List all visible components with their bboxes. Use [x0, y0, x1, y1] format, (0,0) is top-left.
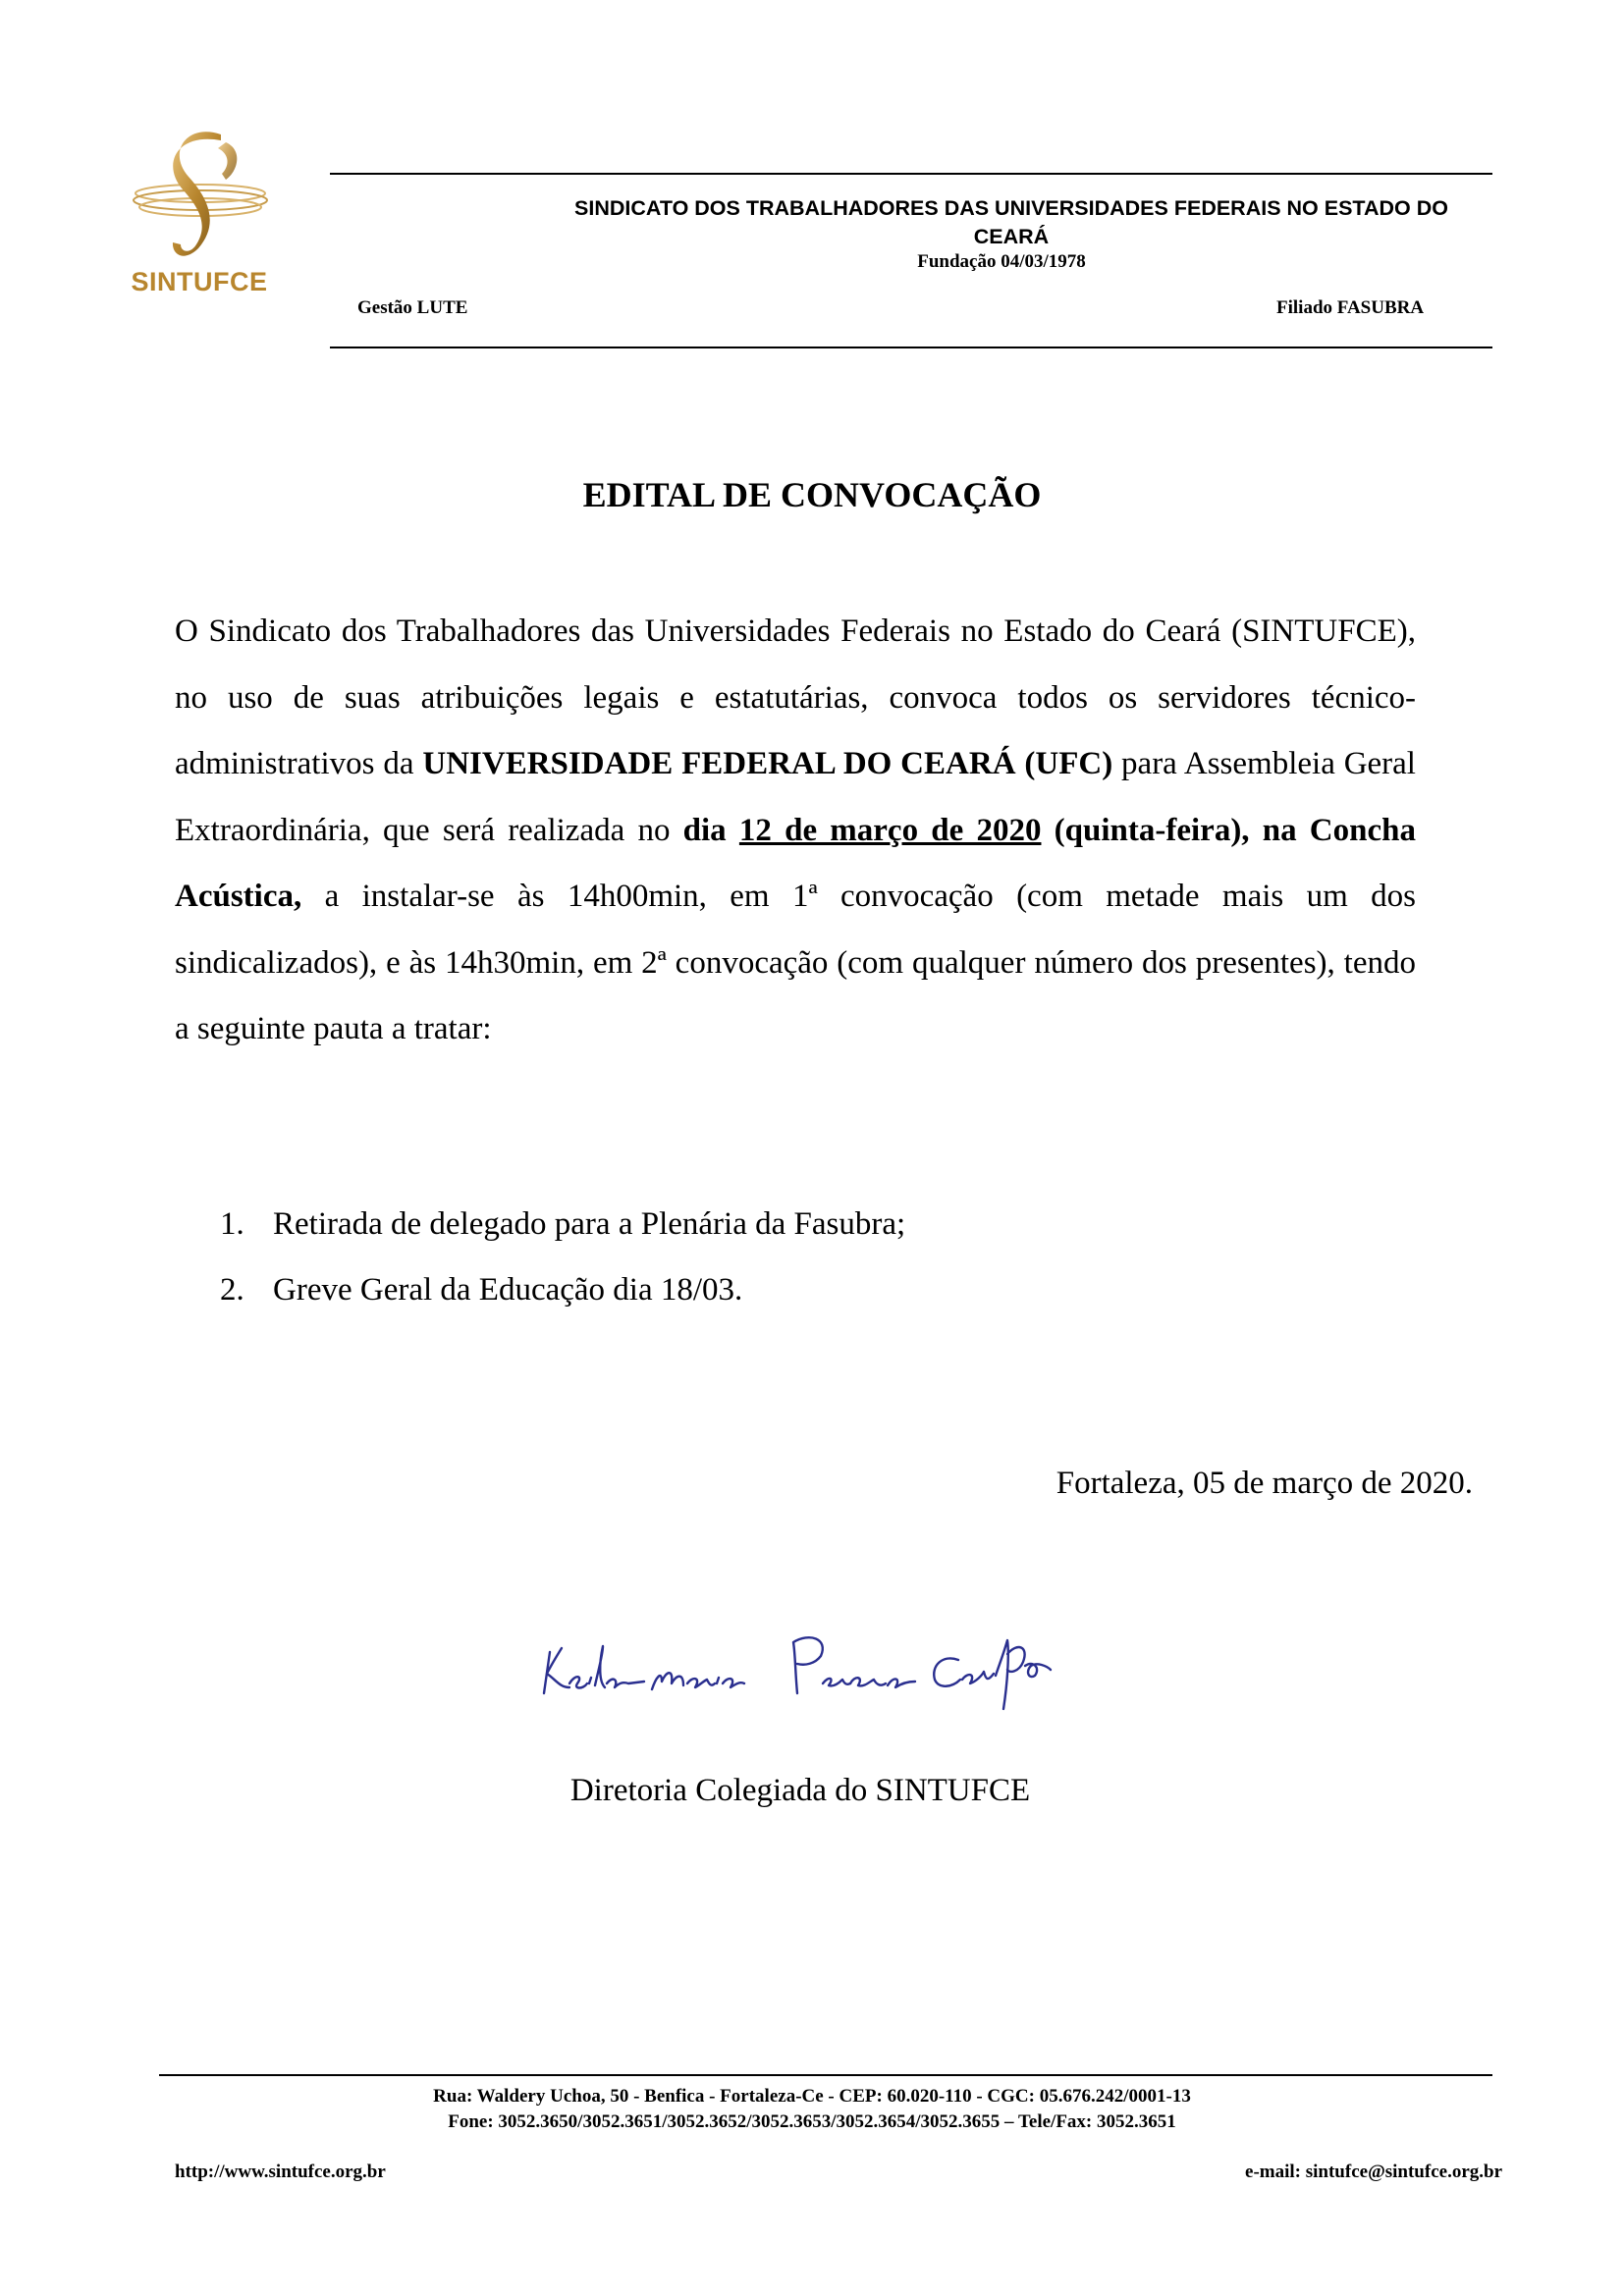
paragraph-text: para Assembleia Geral Extraordinária, que será realizada no — [175, 746, 1416, 848]
list-item-number: 1. — [220, 1206, 244, 1242]
organization-name — [530, 194, 1492, 251]
date-prefix: dia — [682, 812, 739, 848]
header-bottom-rule — [330, 347, 1492, 348]
meeting-date: 12 de março de 2020 — [738, 812, 1042, 848]
meeting-place: (quinta-feira), na Concha Acústica, — [175, 812, 1416, 914]
list-item-text: Greve Geral da Educação dia 18/03. — [273, 1272, 743, 1308]
agenda-list — [220, 1192, 905, 1323]
footer-address — [0, 2084, 1624, 2135]
paragraph-text: O Sindicato dos Trabalhadores das Universidades Federais no Estado do Ceará (SINTUFCE), no uso de suas atribuições legais e estatutárias, convoca todos os servidores técnico-administrativos da — [175, 614, 1416, 781]
management-label: Gestão LUTE — [357, 297, 468, 318]
organization-name-line1: SINDICATO DOS TRABALHADORES DAS UNIVERSIDADES FEDERAIS NO ESTADO DO — [574, 196, 1448, 220]
list-item-text: Retirada de delegado para a Plenária da Fasubra; — [273, 1206, 906, 1242]
list-item-number: 2. — [220, 1272, 244, 1308]
website-link[interactable]: http://www.sintufce.org.br — [175, 2162, 386, 2182]
document-title: EDITAL DE CONVOCAÇÃO — [582, 475, 1042, 514]
university-name: UNIVERSIDADE FEDERAL DO CEARÁ (UFC) — [422, 746, 1113, 781]
list-item — [220, 1257, 905, 1323]
list-item — [220, 1192, 905, 1257]
footer-rule — [159, 2074, 1492, 2076]
header-top-rule — [330, 173, 1492, 175]
logo-text: SINTUFCE — [131, 267, 268, 296]
handwritten-signature — [530, 1585, 1080, 1723]
footer-address-line1: Rua: Waldery Uchoa, 50 - Benfica - Fortaleza-Ce - CEP: 60.020-110 - CGC: 05.676.242/0001-13 — [433, 2086, 1191, 2107]
foundation-date: Fundação 04/03/1978 — [917, 251, 1086, 272]
paragraph-text: a instalar-se às 14h00min, em 1ª convocação (com metade mais um dos sindicalizados), e às 14h30min, em 2ª convocação (com qualquer número dos presentes), tendo a seguinte pauta a tratar: — [175, 879, 1416, 1046]
email-link[interactable]: e-mail: sintufce@sintufce.org.br — [1245, 2162, 1502, 2182]
place-and-date: Fortaleza, 05 de março de 2020. — [1056, 1466, 1473, 1501]
signoff: Diretoria Colegiada do SINTUFCE — [569, 1773, 1031, 1808]
affiliation-label: Filiado FASUBRA — [1276, 297, 1425, 318]
footer-address-line2: Fone: 3052.3650/3052.3651/3052.3652/3052.3653/3052.3654/3052.3655 – Tele/Fax: 3052.3651 — [448, 2111, 1176, 2132]
convocation-paragraph — [175, 599, 1416, 1063]
organization-name-line2: CEARÁ — [973, 225, 1050, 248]
